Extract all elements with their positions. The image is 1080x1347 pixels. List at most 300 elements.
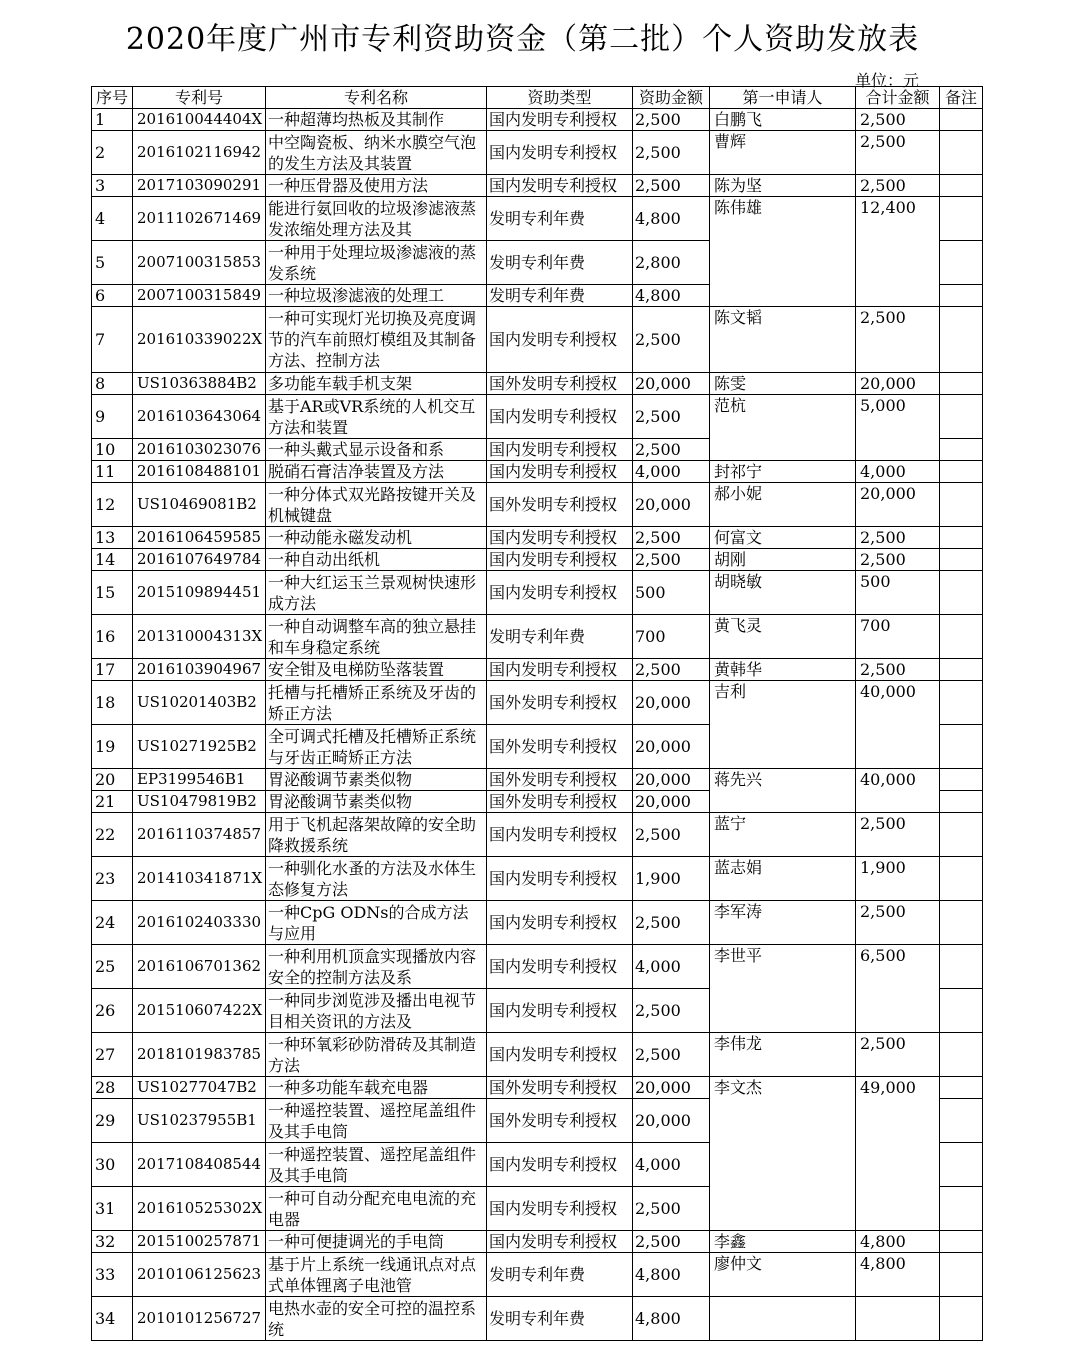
row-patent-name xyxy=(266,681,487,725)
row-note xyxy=(940,527,983,549)
row-patent-name-text: 胃泌酸调节素类似物 xyxy=(268,770,413,789)
row-patent-name-text: 一种环氧彩砂防滑砖及其制造方法 xyxy=(268,1034,477,1075)
row-type: 国外发明专利授权 xyxy=(487,681,633,725)
row-patent-name-text: 一种多功能车载充电器 xyxy=(268,1078,429,1097)
row-seq: 32 xyxy=(92,1231,133,1253)
row-type: 国外发明专利授权 xyxy=(487,1077,633,1099)
row-type: 国外发明专利授权 xyxy=(487,373,633,395)
row-patent-no: 2016108488101 xyxy=(133,461,266,483)
row-patent-name xyxy=(266,197,487,241)
row-note xyxy=(940,945,983,989)
row-total: 4,000 xyxy=(856,461,940,483)
row-seq: 26 xyxy=(92,989,133,1033)
row-note xyxy=(940,461,983,483)
row-patent-name xyxy=(266,131,487,175)
row-patent-no: 2016110374857 xyxy=(133,813,266,857)
table-row xyxy=(92,483,983,527)
row-seq: 6 xyxy=(92,285,133,307)
row-amount: 2,500 xyxy=(633,549,710,571)
row-total: 20,000 xyxy=(856,483,940,527)
row-type: 国外发明专利授权 xyxy=(487,1099,633,1143)
row-amount: 2,800 xyxy=(633,241,710,285)
row-patent-name-text: 一种驯化水蚤的方法及水体生态修复方法 xyxy=(268,858,477,899)
row-patent-name-text: 中空陶瓷板、纳米水膜空气泡的发生方法及其装置 xyxy=(268,132,477,173)
row-note xyxy=(940,439,983,461)
row-type: 国外发明专利授权 xyxy=(487,769,633,791)
row-note xyxy=(940,307,983,373)
table-row xyxy=(92,1253,983,1297)
row-type: 国内发明专利授权 xyxy=(487,1231,633,1253)
row-total: 1,900 xyxy=(856,857,940,901)
row-patent-no: 2016103904967 xyxy=(133,659,266,681)
table-row xyxy=(92,659,983,681)
row-seq: 10 xyxy=(92,439,133,461)
row-note xyxy=(940,659,983,681)
row-patent-no: EP3199546B1 xyxy=(133,769,266,791)
row-note xyxy=(940,813,983,857)
table-row xyxy=(92,769,983,791)
row-patent-no: 2017103090291 xyxy=(133,175,266,197)
row-seq: 27 xyxy=(92,1033,133,1077)
row-type: 发明专利年费 xyxy=(487,615,633,659)
row-applicant: 陈伟雄 xyxy=(710,197,856,307)
row-patent-name xyxy=(266,461,487,483)
row-patent-name xyxy=(266,989,487,1033)
row-seq: 22 xyxy=(92,813,133,857)
row-note xyxy=(940,1099,983,1143)
row-total: 2,500 xyxy=(856,549,940,571)
row-note xyxy=(940,571,983,615)
row-amount: 4,000 xyxy=(633,461,710,483)
row-applicant: 黄韩华 xyxy=(710,659,856,681)
row-note xyxy=(940,1033,983,1077)
row-patent-name-text: 安全钳及电梯防坠落装置 xyxy=(268,660,445,679)
row-type: 国外发明专利授权 xyxy=(487,725,633,769)
row-patent-name xyxy=(266,857,487,901)
row-patent-name-text: 一种自动出纸机 xyxy=(268,550,381,569)
row-type: 发明专利年费 xyxy=(487,1253,633,1297)
row-total xyxy=(856,1297,940,1341)
row-type: 发明专利年费 xyxy=(487,1297,633,1341)
row-patent-name xyxy=(266,769,487,791)
row-seq: 9 xyxy=(92,395,133,439)
row-patent-name xyxy=(266,659,487,681)
row-note xyxy=(940,725,983,769)
row-amount: 20,000 xyxy=(633,373,710,395)
row-seq: 17 xyxy=(92,659,133,681)
row-note xyxy=(940,285,983,307)
table-row xyxy=(92,549,983,571)
row-amount: 2,500 xyxy=(633,1033,710,1077)
row-amount: 2,500 xyxy=(633,813,710,857)
row-amount: 2,500 xyxy=(633,989,710,1033)
row-seq: 30 xyxy=(92,1143,133,1187)
row-type: 国内发明专利授权 xyxy=(487,989,633,1033)
row-patent-no: 201610525302X xyxy=(133,1187,266,1231)
row-seq: 12 xyxy=(92,483,133,527)
row-note xyxy=(940,373,983,395)
row-applicant: 吉利 xyxy=(710,681,856,769)
row-patent-no: US10237955B1 xyxy=(133,1099,266,1143)
row-total: 2,500 xyxy=(856,813,940,857)
row-note xyxy=(940,989,983,1033)
row-amount: 2,500 xyxy=(633,439,710,461)
row-patent-name-text: 一种自动调整车高的独立悬挂和车身稳定系统 xyxy=(268,616,477,657)
row-total: 500 xyxy=(856,571,940,615)
row-amount: 4,800 xyxy=(633,1253,710,1297)
row-total: 12,400 xyxy=(856,197,940,307)
table-row xyxy=(92,1297,983,1341)
table-row xyxy=(92,395,983,439)
row-patent-name xyxy=(266,395,487,439)
row-applicant: 李鑫 xyxy=(710,1231,856,1253)
row-seq: 34 xyxy=(92,1297,133,1341)
row-patent-name xyxy=(266,1231,487,1253)
header-patent-no: 专利号 xyxy=(133,87,266,109)
row-amount: 2,500 xyxy=(633,307,710,373)
row-applicant: 陈文韬 xyxy=(710,307,856,373)
row-patent-name xyxy=(266,1099,487,1143)
row-patent-name-text: 一种大红运玉兰景观树快速形成方法 xyxy=(268,572,477,613)
row-note xyxy=(940,681,983,725)
row-patent-no: 2016106459585 xyxy=(133,527,266,549)
row-amount: 2,500 xyxy=(633,1187,710,1231)
table-row xyxy=(92,1033,983,1077)
table-row xyxy=(92,527,983,549)
row-amount: 4,800 xyxy=(633,1297,710,1341)
row-amount: 20,000 xyxy=(633,1077,710,1099)
table-row xyxy=(92,109,983,131)
row-total: 2,500 xyxy=(856,307,940,373)
row-patent-name xyxy=(266,813,487,857)
row-patent-name-text: 一种同步浏览涉及播出电视节目相关资讯的方法及 xyxy=(268,990,477,1031)
row-type: 国内发明专利授权 xyxy=(487,439,633,461)
row-patent-name xyxy=(266,285,487,307)
row-patent-no: 2016102116942 xyxy=(133,131,266,175)
row-total: 2,500 xyxy=(856,527,940,549)
row-seq: 5 xyxy=(92,241,133,285)
table-row xyxy=(92,1231,983,1253)
row-total: 700 xyxy=(856,615,940,659)
row-note xyxy=(940,769,983,791)
table-row xyxy=(92,131,983,175)
row-seq: 31 xyxy=(92,1187,133,1231)
row-note xyxy=(940,1231,983,1253)
row-amount: 20,000 xyxy=(633,681,710,725)
row-amount: 700 xyxy=(633,615,710,659)
row-total: 40,000 xyxy=(856,681,940,769)
row-patent-name-text: 一种可自动分配充电电流的充电器 xyxy=(268,1188,477,1229)
table-body xyxy=(92,109,983,1341)
row-note xyxy=(940,1297,983,1341)
row-patent-name xyxy=(266,1077,487,1099)
row-patent-name-text: 一种遥控装置、遥控尾盖组件及其手电筒 xyxy=(268,1100,477,1141)
row-applicant: 廖仲文 xyxy=(710,1253,856,1297)
row-applicant: 白鹏飞 xyxy=(710,109,856,131)
row-amount: 4,800 xyxy=(633,197,710,241)
row-type: 国内发明专利授权 xyxy=(487,395,633,439)
row-amount: 2,500 xyxy=(633,659,710,681)
table-row xyxy=(92,857,983,901)
row-amount: 2,500 xyxy=(633,131,710,175)
row-amount: 20,000 xyxy=(633,791,710,813)
row-note xyxy=(940,1187,983,1231)
row-amount: 500 xyxy=(633,571,710,615)
row-note xyxy=(940,395,983,439)
row-note xyxy=(940,175,983,197)
row-type: 国内发明专利授权 xyxy=(487,1033,633,1077)
row-type: 国内发明专利授权 xyxy=(487,813,633,857)
row-seq: 18 xyxy=(92,681,133,725)
row-type: 国外发明专利授权 xyxy=(487,483,633,527)
row-type: 国外发明专利授权 xyxy=(487,791,633,813)
row-patent-no: 2016107649784 xyxy=(133,549,266,571)
row-patent-no: 201610339022X xyxy=(133,307,266,373)
row-patent-name xyxy=(266,1033,487,1077)
row-seq: 1 xyxy=(92,109,133,131)
header-seq: 序号 xyxy=(92,87,133,109)
row-total: 2,500 xyxy=(856,901,940,945)
row-seq: 19 xyxy=(92,725,133,769)
row-total: 6,500 xyxy=(856,945,940,1033)
row-patent-name xyxy=(266,571,487,615)
row-patent-name xyxy=(266,109,487,131)
row-total: 4,800 xyxy=(856,1231,940,1253)
row-type: 国内发明专利授权 xyxy=(487,549,633,571)
row-note xyxy=(940,1253,983,1297)
row-seq: 11 xyxy=(92,461,133,483)
row-seq: 20 xyxy=(92,769,133,791)
row-patent-no: 2016103643064 xyxy=(133,395,266,439)
row-amount: 1,900 xyxy=(633,857,710,901)
row-note xyxy=(940,791,983,813)
row-patent-name xyxy=(266,439,487,461)
header-applicant: 第一申请人 xyxy=(710,87,856,109)
row-applicant: 李世平 xyxy=(710,945,856,1033)
unit-label: 单位：元 xyxy=(855,71,920,90)
row-amount: 20,000 xyxy=(633,725,710,769)
row-note xyxy=(940,241,983,285)
row-patent-name-text: 电热水壶的安全可控的温控系统 xyxy=(268,1298,477,1339)
row-seq: 3 xyxy=(92,175,133,197)
row-seq: 33 xyxy=(92,1253,133,1297)
row-patent-name xyxy=(266,241,487,285)
row-type: 国内发明专利授权 xyxy=(487,307,633,373)
row-patent-no: US10201403B2 xyxy=(133,681,266,725)
row-amount: 20,000 xyxy=(633,1099,710,1143)
row-applicant: 陈为坚 xyxy=(710,175,856,197)
row-patent-name-text: 一种分体式双光路按键开关及机械键盘 xyxy=(268,484,477,525)
row-applicant xyxy=(710,1297,856,1341)
row-amount: 2,500 xyxy=(633,109,710,131)
row-patent-no: 2007100315853 xyxy=(133,241,266,285)
row-patent-no: 2011102671469 xyxy=(133,197,266,241)
row-patent-no: 2016106701362 xyxy=(133,945,266,989)
row-patent-name xyxy=(266,1253,487,1297)
row-applicant: 郝小妮 xyxy=(710,483,856,527)
header-type: 资助类型 xyxy=(487,87,633,109)
row-type: 国内发明专利授权 xyxy=(487,901,633,945)
row-applicant: 蓝宁 xyxy=(710,813,856,857)
row-patent-no: 2007100315849 xyxy=(133,285,266,307)
row-total: 2,500 xyxy=(856,109,940,131)
header-total: 合计金额 xyxy=(856,87,940,109)
row-seq: 2 xyxy=(92,131,133,175)
row-type: 国内发明专利授权 xyxy=(487,109,633,131)
row-seq: 8 xyxy=(92,373,133,395)
row-patent-name-text: 一种垃圾渗滤液的处理工 xyxy=(268,286,445,305)
row-patent-name xyxy=(266,527,487,549)
row-amount: 2,500 xyxy=(633,395,710,439)
row-seq: 23 xyxy=(92,857,133,901)
table-row xyxy=(92,813,983,857)
table-row xyxy=(92,461,983,483)
row-patent-name-text: 基于AR或VR系统的人机交互方法和装置 xyxy=(268,396,476,437)
row-applicant: 李军涛 xyxy=(710,901,856,945)
table-row xyxy=(92,571,983,615)
row-patent-name-text: 一种用于处理垃圾渗滤液的蒸发系统 xyxy=(268,242,477,283)
row-type: 国内发明专利授权 xyxy=(487,527,633,549)
row-patent-name xyxy=(266,549,487,571)
funding-table xyxy=(91,86,983,1341)
row-type: 国内发明专利授权 xyxy=(487,175,633,197)
row-patent-name-text: 全可调式托槽及托槽矫正系统与牙齿正畸矫正方法 xyxy=(268,726,477,767)
row-amount: 2,500 xyxy=(633,175,710,197)
row-patent-no: 2018101983785 xyxy=(133,1033,266,1077)
row-amount: 2,500 xyxy=(633,1231,710,1253)
row-type: 国内发明专利授权 xyxy=(487,945,633,989)
row-patent-name-text: 基于片上系统一线通讯点对点式单体锂离子电池管 xyxy=(268,1254,477,1295)
row-total: 2,500 xyxy=(856,131,940,175)
row-patent-no: 201510607422X xyxy=(133,989,266,1033)
row-applicant: 李文杰 xyxy=(710,1077,856,1231)
row-patent-name-text: 多功能车载手机支架 xyxy=(268,374,413,393)
row-seq: 14 xyxy=(92,549,133,571)
row-patent-name-text: 一种压骨器及使用方法 xyxy=(268,176,429,195)
row-type: 国内发明专利授权 xyxy=(487,131,633,175)
header-note: 备注 xyxy=(940,87,983,109)
row-seq: 13 xyxy=(92,527,133,549)
row-patent-name xyxy=(266,1143,487,1187)
row-patent-name xyxy=(266,373,487,395)
row-patent-name-text: 脱硝石膏洁净装置及方法 xyxy=(268,462,445,481)
row-total: 5,000 xyxy=(856,395,940,461)
row-patent-name xyxy=(266,945,487,989)
row-total: 2,500 xyxy=(856,659,940,681)
table-row xyxy=(92,945,983,989)
row-patent-name xyxy=(266,725,487,769)
row-amount: 4,000 xyxy=(633,1143,710,1187)
header-row xyxy=(92,87,983,109)
table-row xyxy=(92,901,983,945)
row-seq: 25 xyxy=(92,945,133,989)
row-amount: 20,000 xyxy=(633,483,710,527)
row-patent-no: US10277047B2 xyxy=(133,1077,266,1099)
row-applicant: 封祁宁 xyxy=(710,461,856,483)
row-note xyxy=(940,615,983,659)
row-seq: 21 xyxy=(92,791,133,813)
row-note xyxy=(940,197,983,241)
row-applicant: 蓝志娟 xyxy=(710,857,856,901)
row-patent-name-text: 一种可便捷调光的手电筒 xyxy=(268,1232,445,1251)
row-patent-name-text: 一种超薄均热板及其制作 xyxy=(268,110,445,129)
row-seq: 15 xyxy=(92,571,133,615)
row-patent-name-text: 一种利用机顶盒实现播放内容安全的控制方法及系 xyxy=(268,946,477,987)
row-patent-no: 2010101256727 xyxy=(133,1297,266,1341)
row-type: 国内发明专利授权 xyxy=(487,1187,633,1231)
row-note xyxy=(940,857,983,901)
row-note xyxy=(940,1077,983,1099)
row-patent-no: 201310004313X xyxy=(133,615,266,659)
row-type: 国内发明专利授权 xyxy=(487,1143,633,1187)
row-applicant: 范杭 xyxy=(710,395,856,461)
row-note xyxy=(940,109,983,131)
row-patent-no: US10479819B2 xyxy=(133,791,266,813)
table-row xyxy=(92,1077,983,1099)
row-note xyxy=(940,483,983,527)
row-total: 2,500 xyxy=(856,175,940,197)
row-total: 20,000 xyxy=(856,373,940,395)
row-total: 40,000 xyxy=(856,769,940,813)
row-patent-name-text: 一种头戴式显示设备和系 xyxy=(268,440,445,459)
row-patent-no: 2015100257871 xyxy=(133,1231,266,1253)
row-seq: 4 xyxy=(92,197,133,241)
row-patent-name xyxy=(266,307,487,373)
row-type: 发明专利年费 xyxy=(487,241,633,285)
row-type: 国内发明专利授权 xyxy=(487,857,633,901)
table-row xyxy=(92,615,983,659)
row-amount: 4,000 xyxy=(633,945,710,989)
row-amount: 4,800 xyxy=(633,285,710,307)
row-total: 49,000 xyxy=(856,1077,940,1231)
table-row xyxy=(92,197,983,241)
row-patent-name xyxy=(266,1297,487,1341)
table-row xyxy=(92,681,983,725)
row-note xyxy=(940,1143,983,1187)
row-patent-name-text: 一种CpG ODNs的合成方法与应用 xyxy=(268,902,469,943)
row-patent-name-text: 一种可实现灯光切换及亮度调节的汽车前照灯模组及其制备方法、控制方法 xyxy=(268,309,477,370)
row-applicant: 胡刚 xyxy=(710,549,856,571)
table-row xyxy=(92,307,983,373)
row-patent-no: 2017108408544 xyxy=(133,1143,266,1187)
row-total: 2,500 xyxy=(856,1033,940,1077)
table-row xyxy=(92,373,983,395)
row-total: 4,800 xyxy=(856,1253,940,1297)
row-seq: 16 xyxy=(92,615,133,659)
row-patent-no: US10271925B2 xyxy=(133,725,266,769)
row-patent-no: 2016103023076 xyxy=(133,439,266,461)
row-patent-no: 201410341871X xyxy=(133,857,266,901)
row-patent-name-text: 能进行氨回收的垃圾渗滤液蒸发浓缩处理方法及其 xyxy=(268,198,477,239)
row-type: 国内发明专利授权 xyxy=(487,571,633,615)
row-applicant: 胡晓敏 xyxy=(710,571,856,615)
row-amount: 2,500 xyxy=(633,527,710,549)
row-patent-no: 2010106125623 xyxy=(133,1253,266,1297)
row-patent-name-text: 用于飞机起落架故障的安全助降救援系统 xyxy=(268,814,477,855)
row-applicant: 黄飞灵 xyxy=(710,615,856,659)
row-seq: 29 xyxy=(92,1099,133,1143)
row-patent-name xyxy=(266,615,487,659)
row-note xyxy=(940,549,983,571)
row-applicant: 曹辉 xyxy=(710,131,856,175)
row-patent-name xyxy=(266,175,487,197)
row-patent-no: 2015109894451 xyxy=(133,571,266,615)
row-seq: 7 xyxy=(92,307,133,373)
row-applicant: 何富文 xyxy=(710,527,856,549)
row-seq: 28 xyxy=(92,1077,133,1099)
page-title: 2020年度广州市专利资助资金（第二批）个人资助发放表 xyxy=(125,22,920,57)
row-note xyxy=(940,131,983,175)
